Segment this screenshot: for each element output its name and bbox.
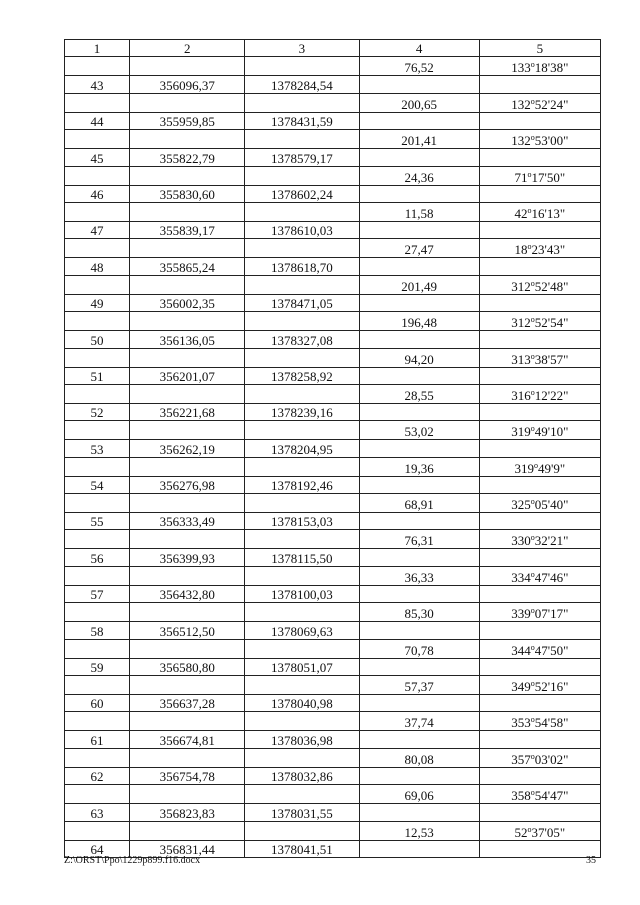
distance-cell [359, 76, 479, 93]
y-coordinate-cell: 1378431,59 [245, 112, 359, 129]
bearing-cell [479, 549, 600, 566]
degree-sign: o [527, 205, 532, 215]
bearing-cell [479, 840, 600, 857]
bearing-cell [479, 767, 600, 784]
x-coordinate-cell: 355822,79 [130, 149, 245, 166]
distance-cell: 200,65 [359, 93, 479, 112]
y-coordinate-cell [245, 421, 359, 440]
y-coordinate-cell [245, 348, 359, 367]
bearing-cell [479, 149, 600, 166]
table-row [65, 748, 601, 767]
table-row [65, 275, 601, 294]
footer-page-number: 35 [586, 855, 596, 866]
distance-cell [359, 585, 479, 602]
bearing-cell: 325$^o$05'40" [479, 494, 600, 513]
distance-cell [359, 840, 479, 857]
point-number-cell [65, 312, 130, 331]
bearing-cell [479, 513, 600, 530]
degree-sign: o [530, 679, 535, 689]
point-number-cell [65, 348, 130, 367]
distance-cell [359, 331, 479, 348]
y-coordinate-cell [245, 494, 359, 513]
bearing-cell: 334$^o$47'46" [479, 566, 600, 585]
table-row [65, 403, 601, 420]
y-coordinate-cell: 1378032,86 [245, 767, 359, 784]
y-coordinate-cell: 1378192,46 [245, 476, 359, 493]
distance-cell [359, 185, 479, 202]
table-row [65, 130, 601, 149]
distance-cell [359, 367, 479, 384]
degree-sign: o [530, 278, 535, 288]
point-number-cell: 61 [65, 731, 130, 748]
point-number-cell: 57 [65, 585, 130, 602]
table-row [65, 695, 601, 712]
y-coordinate-cell [245, 676, 359, 695]
header-cell-3: 3 [245, 40, 359, 57]
distance-cell: 201,49 [359, 275, 479, 294]
table-row [65, 622, 601, 639]
x-coordinate-cell: 355839,17 [130, 221, 245, 238]
table-row [65, 294, 601, 311]
point-number-cell [65, 93, 130, 112]
table-row [65, 76, 601, 93]
table-row [65, 712, 601, 731]
distance-cell: 201,41 [359, 130, 479, 149]
x-coordinate-cell [130, 239, 245, 258]
distance-cell: 76,52 [359, 57, 479, 76]
x-coordinate-cell: 356637,28 [130, 695, 245, 712]
x-coordinate-cell [130, 312, 245, 331]
bearing-cell: 71$^o$17'50" [479, 166, 600, 185]
point-number-cell: 46 [65, 185, 130, 202]
distance-cell [359, 476, 479, 493]
table-row [65, 549, 601, 566]
x-coordinate-cell: 356201,07 [130, 367, 245, 384]
point-number-cell: 59 [65, 658, 130, 675]
y-coordinate-cell [245, 566, 359, 585]
table-row [65, 384, 601, 403]
y-coordinate-cell: 1378036,98 [245, 731, 359, 748]
point-number-cell: 50 [65, 331, 130, 348]
bearing-cell [479, 294, 600, 311]
header-cell-2: 2 [130, 40, 245, 57]
x-coordinate-cell: 356754,78 [130, 767, 245, 784]
distance-cell [359, 804, 479, 821]
bearing-cell [479, 258, 600, 275]
bearing-cell: 132$^o$52'24" [479, 93, 600, 112]
bearing-cell: 358$^o$54'47" [479, 785, 600, 804]
point-number-cell: 62 [65, 767, 130, 784]
y-coordinate-cell [245, 93, 359, 112]
point-number-cell [65, 239, 130, 258]
point-number-cell [65, 421, 130, 440]
x-coordinate-cell: 356221,68 [130, 403, 245, 420]
y-coordinate-cell [245, 312, 359, 331]
y-coordinate-cell: 1378153,03 [245, 513, 359, 530]
y-coordinate-cell [245, 712, 359, 731]
table-row [65, 440, 601, 457]
y-coordinate-cell: 1378471,05 [245, 294, 359, 311]
x-coordinate-cell [130, 275, 245, 294]
point-number-cell [65, 712, 130, 731]
table-row [65, 331, 601, 348]
table-row [65, 476, 601, 493]
y-coordinate-cell: 1378069,63 [245, 622, 359, 639]
distance-cell [359, 440, 479, 457]
distance-cell: 94,20 [359, 348, 479, 367]
y-coordinate-cell [245, 603, 359, 622]
x-coordinate-cell [130, 421, 245, 440]
degree-sign: o [527, 169, 532, 179]
distance-cell: 37,74 [359, 712, 479, 731]
y-coordinate-cell: 1378100,03 [245, 585, 359, 602]
table-row [65, 202, 601, 221]
x-coordinate-cell [130, 494, 245, 513]
table-row [65, 494, 601, 513]
bearing-cell [479, 622, 600, 639]
point-number-cell [65, 785, 130, 804]
table-row [65, 785, 601, 804]
point-number-cell: 64 [65, 840, 130, 857]
table-row [65, 221, 601, 238]
y-coordinate-cell: 1378051,07 [245, 658, 359, 675]
x-coordinate-cell [130, 639, 245, 658]
bearing-cell: 344$^o$47'50" [479, 639, 600, 658]
y-coordinate-cell [245, 202, 359, 221]
degree-sign: o [530, 60, 535, 70]
y-coordinate-cell: 1378239,16 [245, 403, 359, 420]
coordinates-table-body [65, 40, 601, 858]
point-number-cell [65, 530, 130, 549]
bearing-cell: 312$^o$52'54" [479, 312, 600, 331]
point-number-cell [65, 748, 130, 767]
x-coordinate-cell [130, 93, 245, 112]
x-coordinate-cell [130, 821, 245, 840]
point-number-cell [65, 639, 130, 658]
footer-file-path: Z:\ORST\Ppo\1229p899.f16.docx [64, 855, 201, 866]
point-number-cell: 49 [65, 294, 130, 311]
bearing-cell: 319$^o$49'9" [479, 457, 600, 476]
y-coordinate-cell [245, 239, 359, 258]
y-coordinate-cell [245, 821, 359, 840]
distance-cell: 85,30 [359, 603, 479, 622]
degree-sign: o [530, 424, 535, 434]
bearing-cell: 132$^o$53'00" [479, 130, 600, 149]
bearing-cell: 42$^o$16'13" [479, 202, 600, 221]
point-number-cell: 60 [65, 695, 130, 712]
x-coordinate-cell: 356674,81 [130, 731, 245, 748]
x-coordinate-cell [130, 57, 245, 76]
y-coordinate-cell [245, 785, 359, 804]
x-coordinate-cell: 356823,83 [130, 804, 245, 821]
table-row [65, 457, 601, 476]
y-coordinate-cell [245, 130, 359, 149]
y-coordinate-cell [245, 530, 359, 549]
degree-sign: o [530, 715, 535, 725]
y-coordinate-cell: 1378204,95 [245, 440, 359, 457]
point-number-cell [65, 275, 130, 294]
degree-sign: o [530, 315, 535, 325]
distance-cell: 57,37 [359, 676, 479, 695]
distance-cell: 69,06 [359, 785, 479, 804]
table-row [65, 149, 601, 166]
degree-sign: o [530, 96, 535, 106]
table-row [65, 166, 601, 185]
x-coordinate-cell: 356580,80 [130, 658, 245, 675]
bearing-cell [479, 185, 600, 202]
bearing-cell [479, 367, 600, 384]
bearing-cell: 313$^o$38'57" [479, 348, 600, 367]
point-number-cell [65, 202, 130, 221]
table-row [65, 239, 601, 258]
point-number-cell [65, 676, 130, 695]
y-coordinate-cell: 1378579,17 [245, 149, 359, 166]
x-coordinate-cell [130, 166, 245, 185]
distance-cell [359, 513, 479, 530]
degree-sign: o [530, 351, 535, 361]
degree-sign: o [530, 569, 535, 579]
distance-cell [359, 622, 479, 639]
distance-cell [359, 767, 479, 784]
bearing-cell [479, 440, 600, 457]
point-number-cell [65, 384, 130, 403]
point-number-cell: 56 [65, 549, 130, 566]
x-coordinate-cell [130, 712, 245, 731]
bearing-cell: 339$^o$07'17" [479, 603, 600, 622]
y-coordinate-cell: 1378610,03 [245, 221, 359, 238]
distance-cell: 68,91 [359, 494, 479, 513]
x-coordinate-cell [130, 566, 245, 585]
distance-cell [359, 149, 479, 166]
y-coordinate-cell [245, 384, 359, 403]
x-coordinate-cell [130, 202, 245, 221]
distance-cell [359, 549, 479, 566]
bearing-cell [479, 658, 600, 675]
x-coordinate-cell: 356262,19 [130, 440, 245, 457]
distance-cell: 27,47 [359, 239, 479, 258]
table-row [65, 421, 601, 440]
table-row [65, 639, 601, 658]
table-row [65, 566, 601, 585]
table-row [65, 603, 601, 622]
x-coordinate-cell [130, 130, 245, 149]
table-row [65, 93, 601, 112]
bearing-cell: 357$^o$03'02" [479, 748, 600, 767]
y-coordinate-cell: 1378618,70 [245, 258, 359, 275]
distance-cell: 36,33 [359, 566, 479, 585]
x-coordinate-cell: 356831,44 [130, 840, 245, 857]
table-row [65, 731, 601, 748]
distance-cell [359, 695, 479, 712]
distance-cell [359, 221, 479, 238]
bearing-cell: 353$^o$54'58" [479, 712, 600, 731]
degree-sign: o [530, 606, 535, 616]
x-coordinate-cell: 356432,80 [130, 585, 245, 602]
x-coordinate-cell: 356136,05 [130, 331, 245, 348]
x-coordinate-cell [130, 748, 245, 767]
x-coordinate-cell: 355830,60 [130, 185, 245, 202]
x-coordinate-cell: 355959,85 [130, 112, 245, 129]
point-number-cell [65, 457, 130, 476]
bearing-cell: 52$^o$37'05" [479, 821, 600, 840]
point-number-cell: 44 [65, 112, 130, 129]
point-number-cell: 55 [65, 513, 130, 530]
bearing-cell [479, 731, 600, 748]
distance-cell [359, 294, 479, 311]
y-coordinate-cell: 1378327,08 [245, 331, 359, 348]
degree-sign: o [530, 533, 535, 543]
point-number-cell [65, 166, 130, 185]
point-number-cell: 48 [65, 258, 130, 275]
table-row [65, 112, 601, 129]
table-row [65, 804, 601, 821]
distance-cell: 196,48 [359, 312, 479, 331]
point-number-cell [65, 494, 130, 513]
degree-sign: o [534, 460, 539, 470]
table-row [65, 312, 601, 331]
y-coordinate-cell: 1378040,98 [245, 695, 359, 712]
distance-cell: 28,55 [359, 384, 479, 403]
x-coordinate-cell [130, 348, 245, 367]
table-row [65, 676, 601, 695]
distance-cell: 24,36 [359, 166, 479, 185]
degree-sign: o [530, 751, 535, 761]
degree-sign: o [530, 788, 535, 798]
x-coordinate-cell: 356399,93 [130, 549, 245, 566]
degree-sign: o [530, 497, 535, 507]
y-coordinate-cell [245, 748, 359, 767]
point-number-cell: 47 [65, 221, 130, 238]
distance-cell: 70,78 [359, 639, 479, 658]
header-cell-1: 1 [65, 40, 130, 57]
bearing-cell: 349$^o$52'16" [479, 676, 600, 695]
table-row [65, 821, 601, 840]
table-row [65, 767, 601, 784]
point-number-cell: 51 [65, 367, 130, 384]
bearing-cell [479, 585, 600, 602]
point-number-cell: 52 [65, 403, 130, 420]
point-number-cell: 53 [65, 440, 130, 457]
bearing-cell [479, 76, 600, 93]
degree-sign: o [530, 642, 535, 652]
bearing-cell: 330$^o$32'21" [479, 530, 600, 549]
x-coordinate-cell [130, 676, 245, 695]
distance-cell [359, 731, 479, 748]
point-number-cell: 63 [65, 804, 130, 821]
point-number-cell [65, 821, 130, 840]
point-number-cell [65, 57, 130, 76]
y-coordinate-cell [245, 57, 359, 76]
x-coordinate-cell [130, 603, 245, 622]
distance-cell [359, 403, 479, 420]
degree-sign: o [527, 242, 532, 252]
y-coordinate-cell [245, 457, 359, 476]
y-coordinate-cell [245, 166, 359, 185]
bearing-cell [479, 476, 600, 493]
distance-cell: 76,31 [359, 530, 479, 549]
x-coordinate-cell [130, 384, 245, 403]
x-coordinate-cell [130, 530, 245, 549]
x-coordinate-cell: 356512,50 [130, 622, 245, 639]
y-coordinate-cell: 1378031,55 [245, 804, 359, 821]
point-number-cell [65, 566, 130, 585]
bearing-cell: 18$^o$23'43" [479, 239, 600, 258]
y-coordinate-cell: 1378602,24 [245, 185, 359, 202]
point-number-cell: 54 [65, 476, 130, 493]
bearing-cell [479, 221, 600, 238]
degree-sign: o [530, 133, 535, 143]
bearing-cell: 312$^o$52'48" [479, 275, 600, 294]
table-row [65, 258, 601, 275]
point-number-cell [65, 130, 130, 149]
table-row [65, 185, 601, 202]
point-number-cell [65, 603, 130, 622]
bearing-cell [479, 695, 600, 712]
bearing-cell [479, 331, 600, 348]
coordinates-table [64, 39, 601, 858]
x-coordinate-cell: 356002,35 [130, 294, 245, 311]
table-row [65, 348, 601, 367]
x-coordinate-cell: 355865,24 [130, 258, 245, 275]
x-coordinate-cell [130, 785, 245, 804]
y-coordinate-cell: 1378284,54 [245, 76, 359, 93]
bearing-cell: 319$^o$49'10" [479, 421, 600, 440]
point-number-cell: 58 [65, 622, 130, 639]
table-row [65, 658, 601, 675]
distance-cell: 19,36 [359, 457, 479, 476]
header-row [65, 40, 601, 57]
distance-cell: 53,02 [359, 421, 479, 440]
header-cell-5: 5 [479, 40, 600, 57]
x-coordinate-cell: 356096,37 [130, 76, 245, 93]
table-row [65, 513, 601, 530]
distance-cell [359, 112, 479, 129]
y-coordinate-cell [245, 275, 359, 294]
table-row [65, 530, 601, 549]
point-number-cell: 43 [65, 76, 130, 93]
y-coordinate-cell: 1378258,92 [245, 367, 359, 384]
x-coordinate-cell [130, 457, 245, 476]
table-row [65, 585, 601, 602]
bearing-cell [479, 804, 600, 821]
bearing-cell: 133$^o$18'38" [479, 57, 600, 76]
bearing-cell [479, 403, 600, 420]
degree-sign: o [527, 824, 532, 834]
y-coordinate-cell [245, 639, 359, 658]
distance-cell: 12,53 [359, 821, 479, 840]
degree-sign: o [530, 387, 535, 397]
bearing-cell [479, 112, 600, 129]
point-number-cell: 45 [65, 149, 130, 166]
y-coordinate-cell: 1378115,50 [245, 549, 359, 566]
distance-cell [359, 258, 479, 275]
distance-cell: 11,58 [359, 202, 479, 221]
distance-cell [359, 658, 479, 675]
y-coordinate-cell: 1378041,51 [245, 840, 359, 857]
bearing-cell: 316$^o$12'22" [479, 384, 600, 403]
x-coordinate-cell: 356276,98 [130, 476, 245, 493]
table-row [65, 57, 601, 76]
header-cell-4: 4 [359, 40, 479, 57]
table-row [65, 367, 601, 384]
x-coordinate-cell: 356333,49 [130, 513, 245, 530]
distance-cell: 80,08 [359, 748, 479, 767]
